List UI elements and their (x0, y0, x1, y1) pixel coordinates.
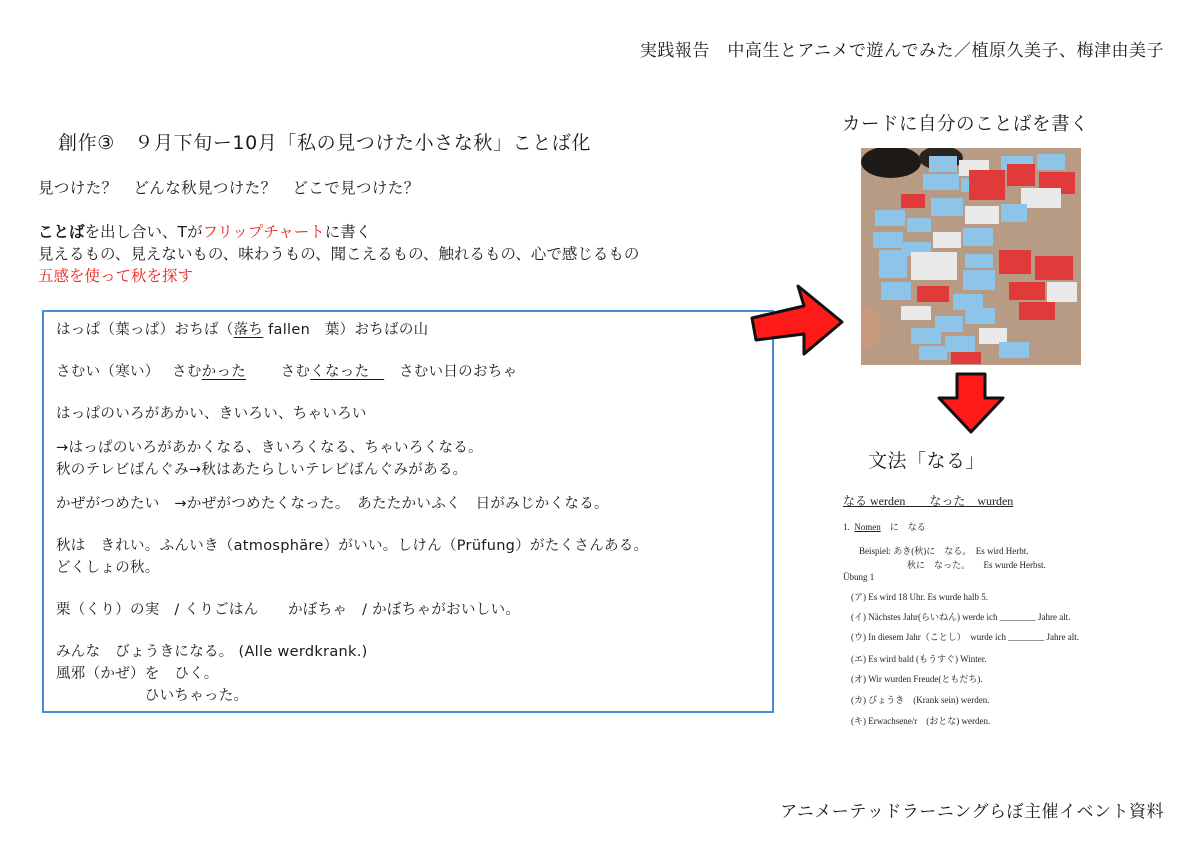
note-line-5: 秋のテレビばんぐみ→秋はあたらしいテレビばんぐみがある。 (56, 462, 468, 478)
intro-text-b: に書く (324, 223, 372, 241)
page-header: 実践報告 中高生とアニメで遊んでみた／植原久美子、梅津由美子 (639, 41, 1164, 61)
note-text: fallen 葉）おちばの山 (263, 322, 429, 338)
section-title: 創作③ ９月下旬ー10月「私の見つけた小さな秋」ことば化 (58, 132, 592, 154)
worksheet-example-1: Beispiel: あき(秋)に なる。 Es wird Herbt. (859, 546, 1029, 556)
note-line-10: みんな びょうきになる。 (Alle werdkrank.) (56, 644, 368, 660)
worksheet-heading: なる werden なった wurden (843, 494, 1014, 508)
worksheet-exercise-heading: Übung 1 (843, 572, 875, 582)
note-line-2 (56, 360, 517, 381)
worksheet-exercise-e: (エ) Es wird bald (もうすぐ) Winter. (851, 654, 987, 664)
arrow-right-icon (746, 280, 846, 360)
item-word: Nomen (854, 522, 881, 532)
note-line-12: ひいちゃった。 (56, 688, 249, 704)
note-line-1 (56, 318, 429, 339)
intro-line-2 (38, 221, 639, 243)
note-line-6: かぜがつめたい →かぜがつめたくなった。 あたたかいふく 日がみじかくなる。 (56, 496, 609, 512)
notes-box (42, 310, 774, 713)
note-line-9: 栗（くり）の実 / くりごはん かぼちゃ / かぼちゃがおいしい。 (56, 602, 521, 618)
intro-flipchart: フリップチャート (202, 223, 325, 241)
item-number: 1. (843, 522, 850, 532)
arrow-down-icon (937, 372, 1007, 434)
worksheet-exercise-a: (ア) Es wird 18 Uhr. Es wurde halb 5. (851, 592, 988, 602)
intro-text-a: を出し合い、Tが (84, 223, 203, 241)
intro-line-4: 五感を使って秋を探す (38, 267, 194, 285)
intro-line-3: 見えるもの、見えないもの、味わうもの、聞こえるもの、触れるもの、心で感じるもの (38, 245, 640, 263)
card-photo-image (861, 148, 1081, 365)
worksheet-exercise-u: (ウ) In diesem Jahr（ことし） wurde ich ________ Jahre alt. (851, 632, 1079, 642)
note-underlined: くなった (310, 364, 385, 380)
photo-caption: カードに自分のことばを書く (842, 114, 1090, 135)
worksheet-exercise-i: (イ) Nächstes Jahr(らいねん) werde ich ________ Jahre alt. (851, 612, 1071, 622)
intro-text (38, 177, 639, 287)
note-line-3: はっぱのいろがあかい、きいろい、ちゃいろい (56, 406, 367, 422)
note-text: はっぱ（葉っぱ）おちば（ (56, 322, 234, 338)
page-footer: アニメーテッドラーニングらぼ主催イベント資料 (780, 802, 1164, 822)
worksheet-item-1 (843, 520, 926, 533)
worksheet-exercise-ka: (カ) びょうき (Krank sein) werden. (851, 695, 990, 705)
note-text: さむ (246, 364, 311, 380)
worksheet-example-2: 秋に なった。 Es wurde Herbst. (907, 560, 1046, 570)
grammar-title: 文法「なる」 (868, 450, 986, 472)
card-photo (861, 148, 1081, 365)
worksheet-exercise-o: (オ) Wir wurden Freude(ともだち). (851, 674, 983, 684)
note-text: さむい日のおちゃ (384, 364, 518, 380)
note-underlined: 落ち (233, 322, 264, 338)
intro-questions: 見つけた？ どんな秋見つけた？ どこで見つけた？ (38, 179, 420, 197)
worksheet-exercise-ki: (キ) Erwachsene/r (おとな) werden. (851, 716, 991, 726)
note-line-7: 秋は きれい。ふんいき（atmosphäre）がいい。しけん（Prüfung）がたくさんある。 (56, 538, 649, 554)
note-line-11: 風邪（かぜ）を ひく。 (56, 666, 219, 682)
item-rest: に なる (889, 522, 926, 532)
intro-keyword: ことば (38, 223, 85, 241)
note-line-8: どくしょの秋。 (56, 560, 160, 576)
note-text: さむい（寒い） さむ (56, 364, 202, 380)
note-line-4: →はっぱのいろがあかくなる、きいろくなる、ちゃいろくなる。 (56, 440, 483, 456)
note-underlined: かった (201, 364, 247, 380)
